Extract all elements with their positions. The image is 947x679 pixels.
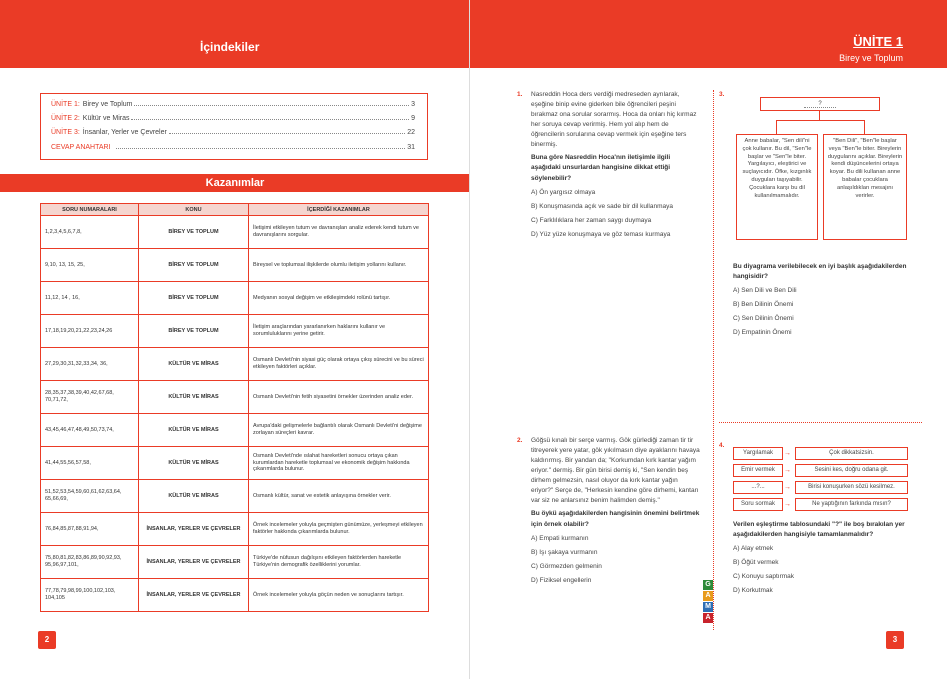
answer-option[interactable]: A) Sen Dili ve Ben Dili [733, 287, 797, 295]
table-header: KONU [139, 204, 249, 216]
table-cell-kaz: İletişimi etkileyen tutum ve davranışları analiz ederek kendi tutum ve davranışlarını sorgular. [249, 216, 429, 249]
table-cell-kaz: Örnek incelemeler yoluyla göçün neden ve sonuçlarını tartışır. [249, 579, 429, 612]
table-row [41, 579, 429, 612]
table-cell-kaz: Avrupa'daki gelişmelerle bağlantılı olarak Osmanlı Devleti'ni değişime zorlayan süreçleri kavrar. [249, 414, 429, 447]
toc-page: 9 [411, 115, 415, 122]
table-cell-konu: BİREY VE TOPLUM [139, 216, 249, 249]
toc-entry[interactable] [51, 129, 415, 136]
question-text: Göğsü kınalı bir serçe varmış. Gök gürlediği zaman tir tir titreyerek yere yatar, gök yıkılmasın diye ayaklarını havaya kaldırırmış. Bir yandan da; "Korkumdan kırk kantar yağım eriyor." dermiş. Bir gün birisi demiş ki, "Sen kendin beş dirhem gelmezsin, nasıl oluyor da kırk kantar yağın eriyor?" Serçe de, "Herkesin kendine göre dirhemi, kantarı var siz ne anlarsınız benim halimden demiş." [531, 437, 700, 505]
table-cell-kaz: Türkiye'de nüfusun dağılışını etkileyen faktörlerden hareketle Türkiye'nin demografik özelliklerini yorumlar. [249, 546, 429, 579]
page-title: İçindekiler [200, 40, 260, 54]
gama-letter: A [703, 591, 713, 601]
answer-option[interactable]: B) Ben Dilinin Önemi [733, 301, 794, 309]
answer-option[interactable]: C) Farklılıklara her zaman saygı duymaya [531, 216, 652, 224]
table-cell-nums: 27,29,30,31,32,33,34, 36, [41, 348, 139, 381]
table-cell-konu: KÜLTÜR VE MİRAS [139, 414, 249, 447]
question-number: 1. [517, 91, 523, 98]
answer-option[interactable]: D) Empatinin Önemi [733, 329, 792, 337]
answer-option[interactable]: A) Empati kurmanın [531, 534, 589, 542]
right-page [470, 0, 947, 679]
toc-text: Kültür ve Miras [82, 115, 130, 122]
diagram-right-box: "Ben Dili", "Ben"le başlar veya "Ben"le biter. Bireylerin duygularını açıklar. Bireylerin kendi düşüncelerini ortaya koyar. Bu dili kullanan anne babalar çocuklara anlaşıldıkları mesajını verirler. [823, 134, 907, 240]
table-cell-nums: 43,45,46,47,48,49,50,73,74, [41, 414, 139, 447]
question-text: Nasreddin Hoca ders verdiği medreseden ayrılarak, eşeğine binip evine giderken bile öğrencileri peşini bırakmaz ona sorular sorarmış. Hoca da onları hiç kırmaz her soruya cevap verirmiş. Hem yol alıp hem de öğrencilerin sorularına cevap vermek için eşeğine ters binermiş. [531, 91, 697, 149]
connector-line [776, 120, 777, 134]
question-3-prompt [733, 262, 923, 338]
table-cell-nums: 77,78,79,98,99,100,102,103, 104,105 [41, 579, 139, 612]
match-right-cell: Ne yaptığının farkında mısın? [795, 498, 908, 511]
table-of-contents [40, 93, 428, 160]
toc-text: İnsanlar, Yerler ve Çevreler [82, 129, 167, 136]
question-2 [517, 436, 701, 586]
row-divider [719, 422, 922, 423]
table-cell-nums: 75,80,81,82,83,86,89,90,92,93, 95,96,97,101, [41, 546, 139, 579]
toc-dots [131, 115, 409, 120]
diagram-title-placeholder: ? [804, 101, 835, 108]
question-prompt: Buna göre Nasreddin Hoca'nın iletişimle ilgili aşağıdaki unsurlardan hangisine dikkat ettiği söylenebilir? [531, 154, 671, 182]
table-cell-kaz: Osmanlı Devleti'nin siyasi güç olarak ortaya çıkış sürecini ve bu süreci etkileyen faktörleri açıklar. [249, 348, 429, 381]
table-row [41, 513, 429, 546]
diagram-title-box [760, 97, 880, 111]
answer-option[interactable]: B) Işı şakaya vurmanın [531, 548, 598, 556]
arrow-icon: → [784, 501, 791, 508]
table-cell-nums: 51,52,53,54,59,60,61,62,63,64, 65,66,69, [41, 480, 139, 513]
toc-entry[interactable] [51, 115, 415, 122]
toc-label: ÜNİTE 2: [51, 115, 80, 122]
table-cell-konu: BİREY VE TOPLUM [139, 249, 249, 282]
gama-letter: M [703, 602, 713, 612]
table-cell-nums: 9,10, 13, 15, 25, [41, 249, 139, 282]
table-cell-nums: 28,35,37,38,39,40,42,67,68, 70,71,72, [41, 381, 139, 414]
toc-dots [169, 129, 405, 134]
table-cell-konu: KÜLTÜR VE MİRAS [139, 447, 249, 480]
answer-option[interactable]: D) Fiziksel engellerin [531, 576, 592, 584]
table-row [41, 381, 429, 414]
table-row [41, 249, 429, 282]
table-cell-konu: BİREY VE TOPLUM [139, 282, 249, 315]
toc-label: ÜNİTE 1: [51, 101, 80, 108]
table-cell-kaz: Osmanlı kültür, sanat ve estetik anlayışına örnekler verir. [249, 480, 429, 513]
match-left-cell: Soru sormak [733, 498, 783, 511]
left-page [0, 0, 470, 679]
table-cell-konu: KÜLTÜR VE MİRAS [139, 348, 249, 381]
table-cell-kaz: Osmanlı Devleti'nde ıslahat hareketleri sonucu ortaya çıkan kurumlardan hareketle toplumsal ve ekonomik değişim hakkında çıkarımlarda bulunur. [249, 447, 429, 480]
answer-option[interactable]: B) Konuşmasında açık ve sade bir dil kullanmaya [531, 202, 673, 210]
table-row [41, 447, 429, 480]
table-row [41, 348, 429, 381]
match-left-cell: Yargılamak [733, 447, 783, 460]
diagram-left-box: Anne babalar, "Sen dili"ni çok kullanır. Bu dil, "Sen"le başlar ve "Sen"le biter. Yargılayıcı, eleştirici ve suçlayıcıdır. Öfke, kızgınlık duyguları taşıyabilir. Çocuklara karşı bu dil kullanılmamalıdır. [736, 134, 818, 240]
toc-label: ÜNİTE 3: [51, 129, 80, 136]
question-prompt: Bu öykü aşağıdakilerden hangisinin önemini belirtmek için örnek olabilir? [531, 510, 700, 528]
answer-option[interactable]: D) Yüz yüze konuşmaya ve göz teması kurmaya [531, 230, 671, 238]
match-left-cell: ...?... [733, 481, 783, 494]
toc-page: 22 [407, 129, 415, 136]
connector-line [864, 120, 865, 134]
answer-option[interactable]: C) Sen Dilinin Önemi [733, 315, 794, 323]
table-row [41, 480, 429, 513]
arrow-icon: → [784, 467, 791, 474]
table-row [41, 315, 429, 348]
toc-entry[interactable] [51, 144, 415, 151]
table-cell-konu: BİREY VE TOPLUM [139, 315, 249, 348]
table-cell-kaz: Osmanlı Devleti'nin fetih siyasetini örnekler üzerinden analiz eder. [249, 381, 429, 414]
table-row [41, 216, 429, 249]
gama-logo [703, 580, 713, 624]
kazanimlar-table [40, 203, 429, 612]
arrow-icon: → [784, 450, 791, 457]
table-header: SORU NUMARALARI [41, 204, 139, 216]
toc-dots [134, 101, 409, 106]
toc-dots [116, 144, 406, 149]
table-cell-nums: 1,2,3,4,5,6,7,8, [41, 216, 139, 249]
table-cell-nums: 17,18,19,20,21,22,23,24,26 [41, 315, 139, 348]
page-number: 3 [886, 631, 904, 649]
arrow-icon: → [784, 484, 791, 491]
question-1 [517, 90, 701, 240]
answer-option[interactable]: A) Ön yargısız olmaya [531, 188, 596, 196]
answer-option[interactable]: C) Görmezden gelmenin [531, 562, 602, 570]
connector-line [819, 111, 820, 120]
toc-page: 31 [407, 144, 415, 151]
answer-option[interactable]: D) Korkutmak [733, 587, 773, 595]
toc-entry[interactable] [51, 101, 415, 108]
table-cell-kaz: Örnek incelemeler yoluyla geçmişten günümüze, yerleşmeyi etkileyen faktörler hakkında çıkarımlarda bulunur. [249, 513, 429, 546]
question-prompt: Bu diyagrama verilebilecek en iyi başlık aşağıdakilerden hangisidir? [733, 263, 907, 281]
gama-letter: A [703, 613, 713, 623]
table-cell-konu: İNSANLAR, YERLER VE ÇEVRELER [139, 513, 249, 546]
left-header-band [0, 0, 469, 68]
table-header: İÇERDİĞİ KAZANIMLAR [249, 204, 429, 216]
table-cell-nums: 41,44,55,56,57,58, [41, 447, 139, 480]
table-cell-kaz: Bireysel ve toplumsal ilişkilerde olumlu iletişim yollarını kullanır. [249, 249, 429, 282]
answer-option[interactable]: A) Alay etmek [733, 545, 774, 553]
table-cell-nums: 11,12, 14 , 16, [41, 282, 139, 315]
toc-label: CEVAP ANAHTARI [51, 144, 111, 151]
question-4-prompt [733, 520, 923, 596]
table-cell-konu: İNSANLAR, YERLER VE ÇEVRELER [139, 546, 249, 579]
question-number: 2. [517, 437, 523, 444]
answer-option[interactable]: C) Konuyu saptırmak [733, 573, 795, 581]
section-title: Kazanımlar [0, 174, 470, 192]
question-prompt: Verilen eşleştirme tablosundaki "?" ile boş bırakılan yer aşağıdakilerden hangisiyle tamamlanmalıdır? [733, 521, 905, 539]
table-row [41, 282, 429, 315]
toc-page: 3 [411, 101, 415, 108]
column-divider [713, 90, 714, 630]
table-cell-konu: KÜLTÜR VE MİRAS [139, 381, 249, 414]
question-number: 3. [719, 91, 725, 98]
match-right-cell: Çok dikkatsizsin. [795, 447, 908, 460]
table-cell-konu: İNSANLAR, YERLER VE ÇEVRELER [139, 579, 249, 612]
connector-line [776, 120, 864, 121]
table-cell-nums: 76,84,85,87,88,91,94, [41, 513, 139, 546]
match-left-cell: Emir vermek [733, 464, 783, 477]
right-header-band [470, 0, 947, 68]
toc-text: Birey ve Toplum [82, 101, 133, 108]
gama-letter: G [703, 580, 713, 590]
table-cell-konu: KÜLTÜR VE MİRAS [139, 480, 249, 513]
answer-option[interactable]: B) Öğüt vermek [733, 559, 779, 567]
unit-title: ÜNİTE 1 [853, 34, 903, 49]
question-3 [719, 90, 923, 98]
question-number: 4. [719, 442, 725, 449]
match-right-cell: Birisi konuşurken sözü kesilmez. [795, 481, 908, 494]
table-row [41, 414, 429, 447]
table-cell-kaz: Medyanın sosyal değişim ve etkileşimdeki rolünü tartışır. [249, 282, 429, 315]
page-number: 2 [38, 631, 56, 649]
table-row [41, 546, 429, 579]
match-right-cell: Sesini kes, doğru odana git. [795, 464, 908, 477]
table-cell-kaz: İletişim araçlarından yararlanırken haklarını kullanır ve sorumluluklarını yerine getirir. [249, 315, 429, 348]
unit-subtitle: Birey ve Toplum [839, 53, 903, 63]
